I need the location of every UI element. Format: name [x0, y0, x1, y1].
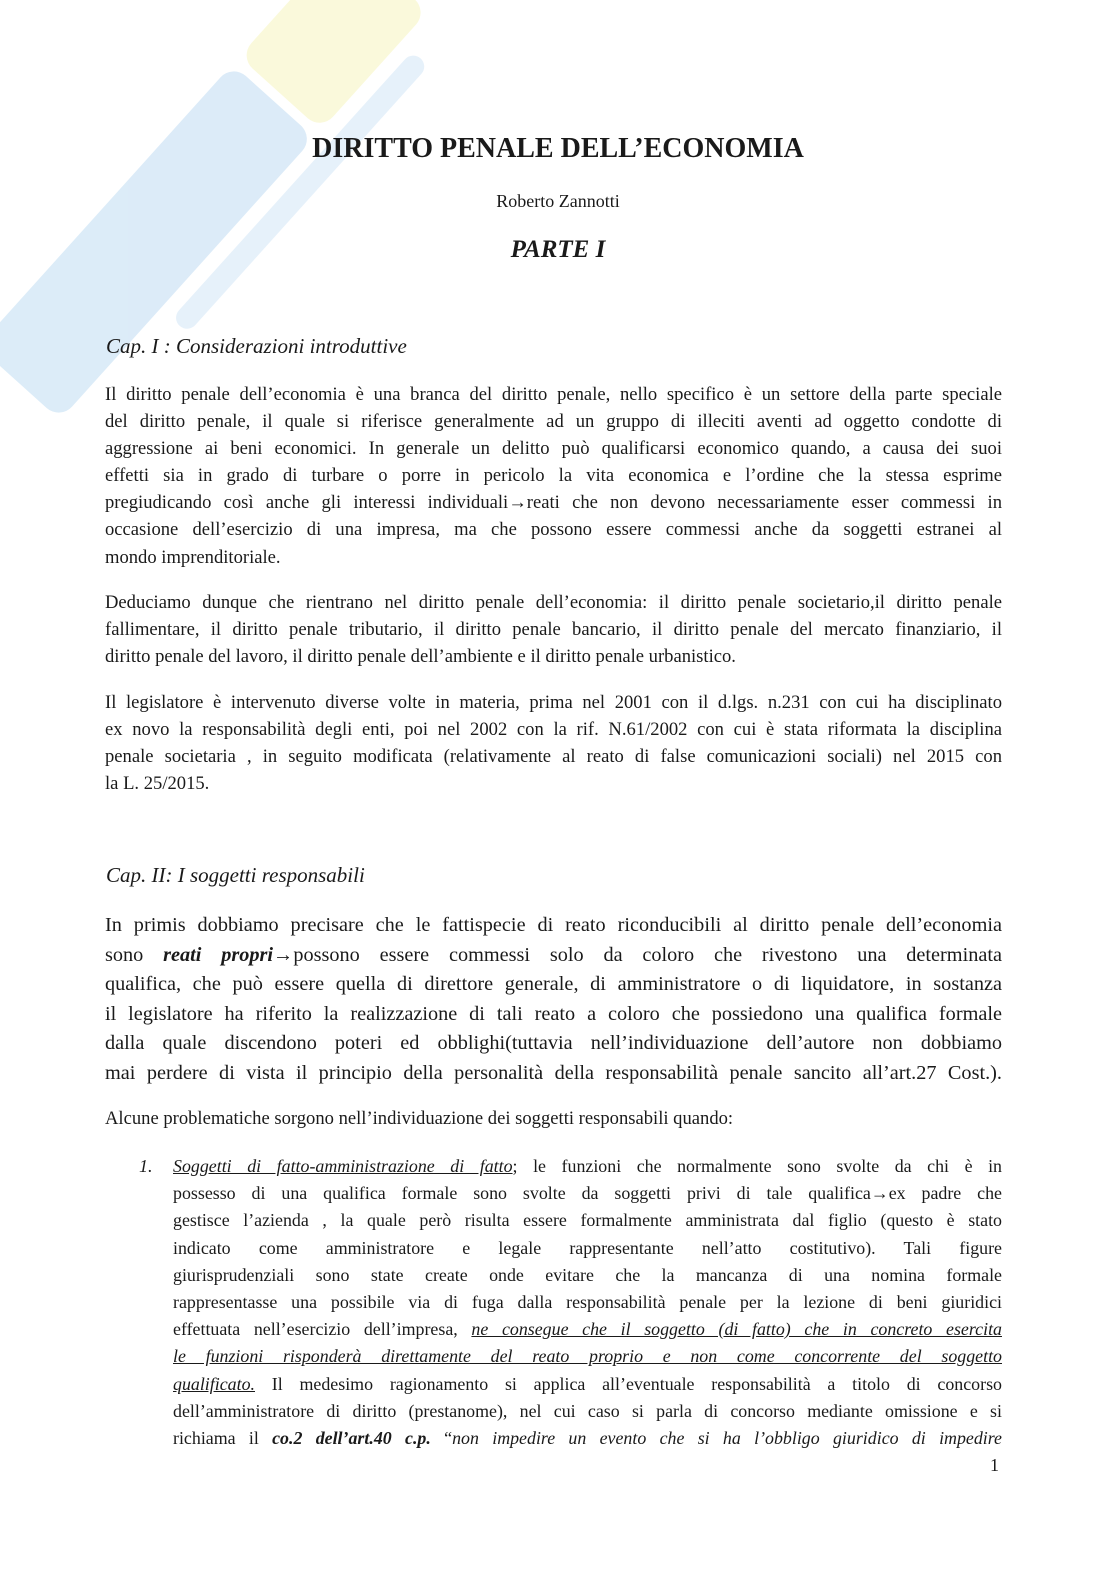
document-title: DIRITTO PENALE DELL’ECONOMIA — [312, 133, 804, 164]
text-run: mai perdere di vista il principio della personalità della responsabilità penale sancito all’art.27 Cost.). — [105, 1061, 1002, 1084]
text-line — [173, 1153, 1002, 1180]
text-line — [105, 911, 1002, 941]
text-line — [105, 408, 1002, 435]
emphasized-text: Soggetti di fatto-amministrazione di fatto — [173, 1156, 513, 1176]
text-run: la L. 25/2015. — [105, 773, 210, 795]
text-run: Alcune problematiche sorgono nell’individuazione dei soggetti responsabili quando: — [105, 1108, 734, 1129]
text-run: occasione dell’esercizio di una impresa, ma che possono essere commessi anche da soggetti estranei al — [105, 519, 1002, 541]
text-run: dalla quale discendono poteri ed obblighi(tuttavia nell’individuazione dell’autore non dobbiamo — [105, 1032, 1002, 1055]
text-run: diritto penale del lavoro, il diritto penale dell’ambiente e il diritto penale urbanistico. — [105, 646, 736, 668]
text-run: ex novo la responsabilità degli enti, poi nel 2002 con la rif. N.61/2002 con cui è stata riformata la disciplina — [105, 719, 1002, 741]
text-run: “ — [430, 1427, 453, 1448]
text-run: possesso di una qualifica formale sono svolte da soggetti privi di tale qualifica→ex padre che — [173, 1183, 1002, 1204]
text-line — [173, 1289, 1002, 1316]
text-run: indicato come amministratore e legale rappresentante nell’atto costitutivo). Tali figure — [173, 1237, 1002, 1258]
chapter-2-paragraph-2 — [105, 1105, 1002, 1132]
text-run: dell’amministratore di diritto (prestanome), nel cui caso si parla di concorso mediante omissione e si — [173, 1400, 1002, 1421]
text-line — [173, 1316, 1002, 1343]
list-number: 1. — [139, 1156, 153, 1176]
text-line — [173, 1180, 1002, 1207]
text-line — [173, 1262, 1002, 1289]
text-line — [105, 1000, 1002, 1030]
page-number: 1 — [990, 1455, 999, 1475]
text-line — [105, 689, 1002, 716]
text-line — [105, 643, 1002, 670]
emphasized-text: reati propri — [163, 943, 274, 966]
text-line — [173, 1207, 1002, 1234]
emphasized-text: co.2 dell’art.40 c.p. — [272, 1427, 431, 1448]
author-name: Roberto Zannotti — [496, 191, 620, 211]
text-line — [105, 970, 1002, 1000]
emphasized-text: le funzioni risponderà direttamente del reato proprio e non come concorrente del soggetto — [173, 1346, 1002, 1367]
text-line — [105, 770, 1002, 797]
text-run: Il diritto penale dell’economia è una branca del diritto penale, nello specifico è un settore della parte speciale — [105, 384, 1002, 405]
text-line — [105, 381, 1002, 408]
text-run: rappresentasse una possibile via di fuga dalla responsabilità penale per la lezione di beni giuridici — [173, 1291, 1002, 1312]
text-run: Il medesimo ragionamento si applica all’eventuale responsabilità a titolo di concorso — [255, 1373, 1002, 1394]
text-run: aggressione ai beni economici. In generale un delitto può qualificarsi economico quando, a causa dei suoi — [105, 438, 1002, 460]
text-line — [105, 589, 1002, 616]
text-line — [105, 743, 1002, 770]
text-run: del diritto penale, il quale si riferisce generalmente ad un gruppo di illeciti aventi ad oggetto condotte di — [105, 411, 1002, 433]
text-run: →possono essere commessi solo da coloro che rivestono una determinata — [273, 943, 1002, 966]
text-run: In primis dobbiamo precisare che le fattispecie di reato riconducibili al diritto penale dell’economia — [105, 914, 1002, 936]
text-run: mondo imprenditoriale. — [105, 546, 281, 568]
list-item — [173, 1153, 1002, 1452]
text-run: sono — [105, 943, 164, 966]
chapter-2-heading: Cap. II: I soggetti responsabili — [106, 863, 365, 887]
chapter-1-paragraph-2 — [105, 589, 1002, 670]
emphasized-text: ne consegue che il soggetto (di fatto) che in concreto esercita — [471, 1319, 1002, 1340]
chapter-1-heading: Cap. I : Considerazioni introduttive — [106, 334, 407, 358]
text-line — [105, 716, 1002, 743]
text-line — [105, 941, 1002, 971]
text-run: penale societaria , in seguito modificata (relativamente al reato di false comunicazioni sociali) nel 2015 con — [105, 746, 1002, 768]
text-run: ; le funzioni che normalmente sono svolte da chi è in — [512, 1156, 1002, 1176]
text-run: qualifica, che può essere quella di direttore generale, di amministratore o di liquidatore, in sostanza — [105, 973, 1002, 996]
text-run: gestisce l’azienda , la quale però risulta essere formalmente amministrata dal figlio (questo è stato — [173, 1210, 1002, 1231]
emphasized-text: non impedire un evento che si ha l’obbligo giuridico di impedire — [452, 1427, 1002, 1448]
text-line — [173, 1398, 1002, 1425]
part-heading: PARTE I — [510, 236, 606, 263]
text-line — [173, 1235, 1002, 1262]
text-line — [105, 1029, 1002, 1059]
text-run: effettuata nell’esercizio dell’impresa, — [173, 1319, 472, 1340]
text-run: Deduciamo dunque che rientrano nel diritto penale dell’economia: il diritto penale societario,il diritto penale — [105, 592, 1002, 613]
chapter-1-paragraph-1 — [105, 381, 1002, 571]
chapter-2-paragraph-1 — [105, 911, 1002, 1089]
text-line — [173, 1343, 1002, 1370]
text-run: richiama il — [173, 1427, 273, 1448]
text-line — [105, 462, 1002, 489]
text-run: giurisprudenziali sono state create onde evitare che la mancanza di una nomina formale — [173, 1264, 1002, 1285]
text-run: pregiudicando così anche gli interessi individuali→reati che non devono necessariamente esser commessi in — [105, 492, 1002, 514]
text-line — [105, 489, 1002, 516]
chapter-1-paragraph-3 — [105, 689, 1002, 797]
text-line — [173, 1425, 1002, 1452]
text-line — [173, 1371, 1002, 1398]
text-line — [105, 1105, 1002, 1132]
text-line — [105, 1059, 1002, 1089]
text-run: il legislatore ha riferito la realizzazione di tali reato a coloro che possiedono una qualifica formale — [105, 1002, 1002, 1025]
text-line — [105, 516, 1002, 543]
text-run: Il legislatore è intervenuto diverse volte in materia, prima nel 2001 con il d.lgs. n.231 con cui ha disciplinato — [105, 692, 1002, 713]
text-run: fallimentare, il diritto penale tributario, il diritto penale bancario, il diritto penale del mercato finanziario, il — [105, 619, 1002, 641]
text-run: effetti sia in grado di turbare o porre in pericolo la vita economica e l’ordine che la stessa esprime — [105, 465, 1002, 487]
emphasized-text: qualificato. — [173, 1373, 255, 1394]
text-line — [105, 435, 1002, 462]
text-line — [105, 616, 1002, 643]
text-line — [105, 544, 1002, 571]
